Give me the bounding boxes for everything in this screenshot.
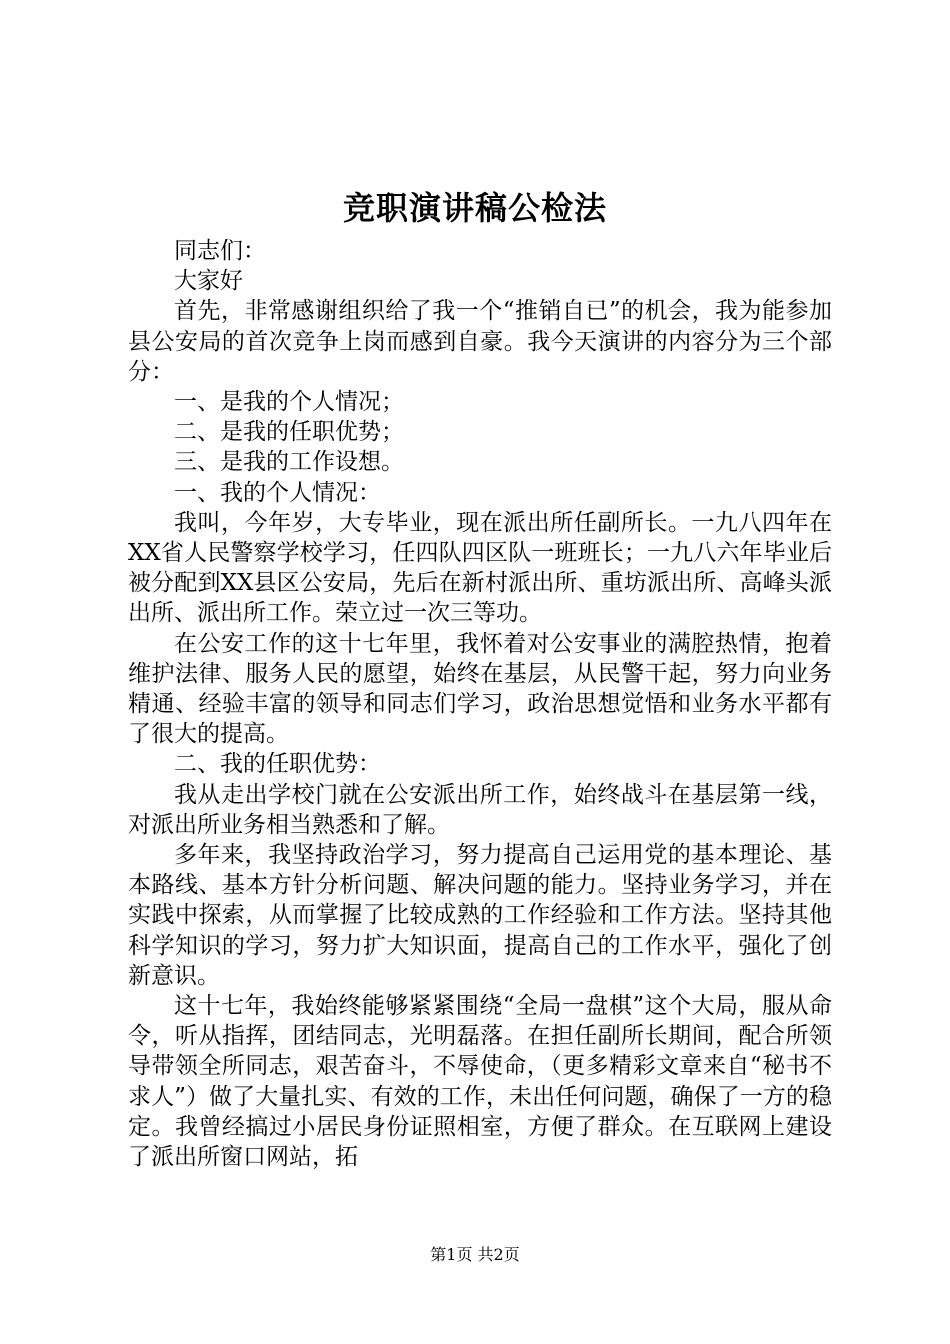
paragraph-achievements: 这十七年，我始终能够紧紧围绕“全局一盘棋”这个大局，服从命令，听从指挥，团结同志，光明磊落。在担任副所长期间，配合所领导带领全所同志，艰苦奋斗，不辱使命，（更多精彩文章来自“秘书不求人”）做了大量扎实、有效的工作，未出任何问题，确保了一方的稳定。我曾经搞过小居民身份证照相室，方便了群众。在互联网上建设了派出所窗口网站，拓 (128, 993, 832, 1171)
paragraph-career: 在公安工作的这十七年里，我怀着对公安事业的满腔热情，抱着维护法律、服务人民的愿望，始终在基层，从民警干起，努力向业务精通、经验丰富的领导和同志们学习，政治思想觉悟和业务水平都有了很大的提高。 (128, 630, 832, 748)
paragraph-salutation: 同志们： (174, 238, 266, 264)
paragraph-personal-info: 我叫，今年岁，大专毕业，现在派出所任副所长。一九八四年在XX省人民警察学校学习，任四队四区队一班班长；一九八六年毕业后被分配到XX县区公安局，先后在新村派出所、重坊派出所、高峰头派出所、派出所工作。荣立过一次三等功。 (128, 509, 832, 627)
paragraph-intro: 首先，非常感谢组织给了我一个“推销自已”的机会，我为能参加县公安局的首次竞争上岗而感到自豪。我今天演讲的内容分为三个部分： (128, 298, 832, 385)
paragraph-study: 多年来，我坚持政治学习，努力提高自己运用党的基本理论、基本路线、基本方针分析问题、解决问题的能力。坚持业务学习，并在实践中探索，从而掌握了比较成熟的工作经验和工作方法。坚持其他科学知识的学习，努力扩大知识面，提高自己的工作水平，强化了创新意识。 (128, 842, 832, 989)
paragraph-outline-3: 三、是我的工作设想。 (174, 449, 404, 476)
paragraph-outline-2: 二、是我的任职优势； (174, 419, 404, 446)
paragraph-frontline: 我从走出学校门就在公安派出所工作，始终战斗在基层第一线，对派出所业务相当熟悉和了解。 (128, 781, 832, 838)
section-heading-advantages: 二、我的任职优势： (174, 751, 381, 778)
document-title: 竞职演讲稿公检法 (342, 189, 607, 227)
paragraph-greeting: 大家好 (174, 268, 243, 295)
section-heading-personal: 一、我的个人情况： (174, 479, 381, 506)
paragraph-outline-1: 一、是我的个人情况； (174, 389, 404, 416)
document-body (128, 236, 832, 1172)
page-footer: 第1页 共2页 (430, 1245, 520, 1264)
